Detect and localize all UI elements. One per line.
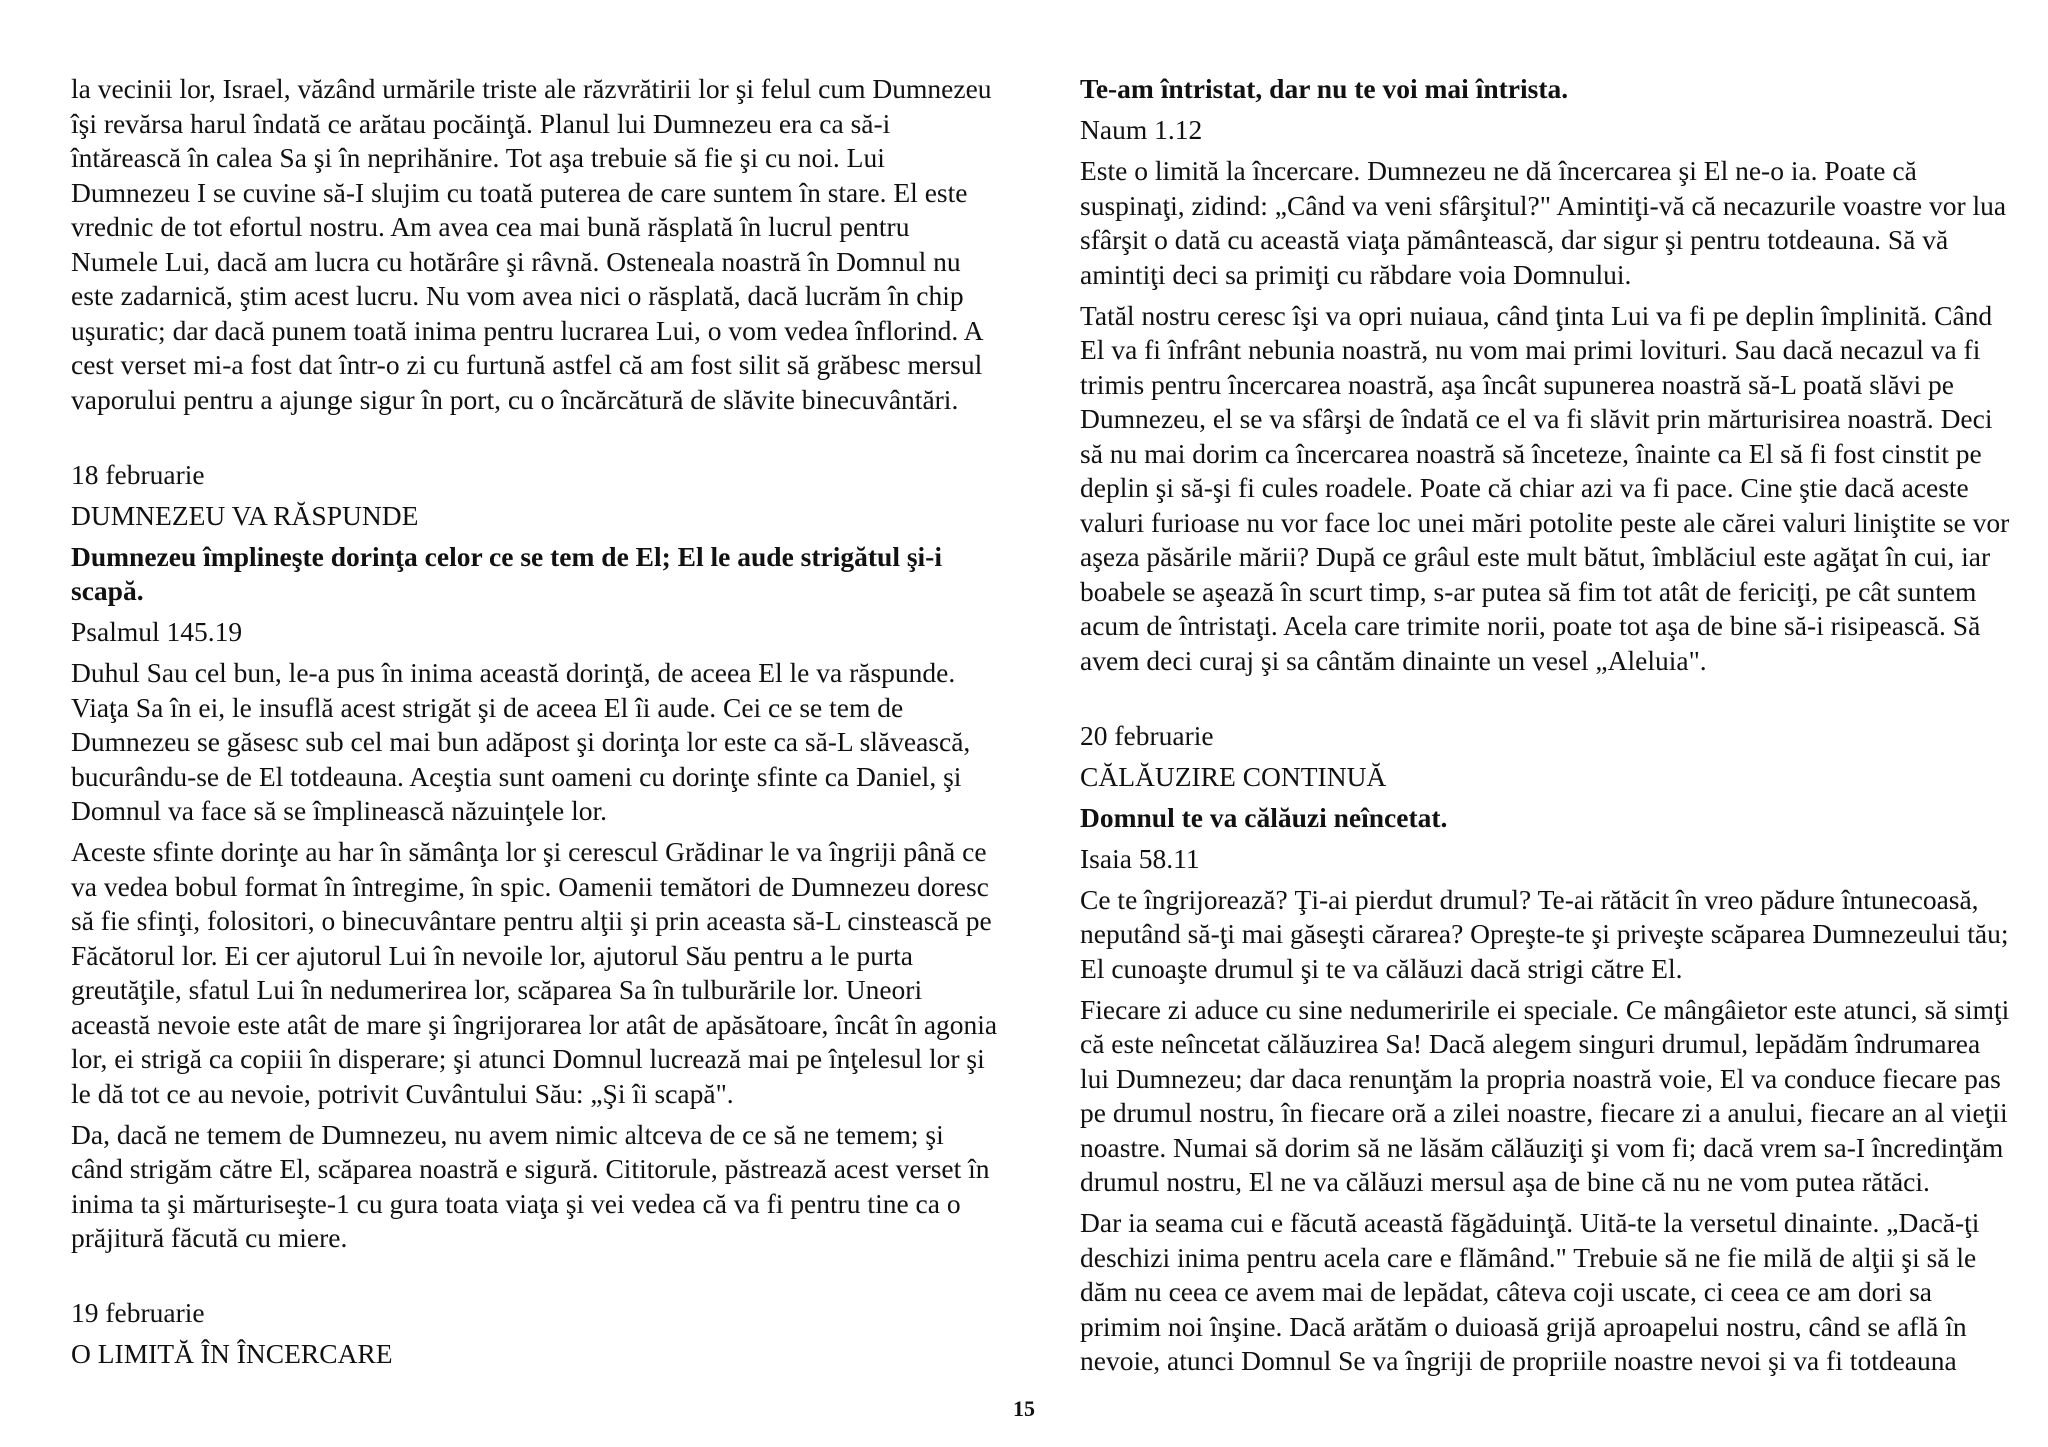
- entry-title: O LIMITĂ ÎN ÎNCERCARE: [71, 1338, 393, 1369]
- right-column: [1080, 72, 2010, 1385]
- entry-paragraph: Este o limită la încercare. Dumnezeu ne dă încercarea şi El ne-o ia. Poate că suspinaţi, zidind: „Când va veni sfârşitul?" Amintiţi-vă că necazurile voastre vor lua sfârşit o dată cu această viaţa pământească, dar sigur şi pentru totdeauna. Să vă amintiţi deci sa primiţi cu răbdare voia Domnului.: [1080, 155, 2007, 290]
- entry-reference: Naum 1.12: [1080, 114, 1203, 145]
- left-column: [71, 72, 1001, 1378]
- entry-paragraph: Da, dacă ne temem de Dumnezeu, nu avem nimic altceva de ce să ne temem; şi când strigăm către El, scăparea noastră e sigură. Cititorule, păstrează acest verset în inima ta şi mărturiseşte-1 cu gura toata viaţa şi vei vedea că va fi pentru tine ca o prăjitură făcută cu miere.: [71, 1118, 990, 1253]
- section-gap: [1080, 685, 2010, 719]
- entry-date: 18 februarie: [71, 458, 205, 490]
- section-gap: [71, 1262, 1001, 1296]
- entry-verse: Te-am întristat, dar nu te voi mai întrista.: [1080, 73, 1569, 104]
- section-gap: [71, 424, 1001, 458]
- entry-date: 20 februarie: [1080, 719, 1214, 751]
- entry-reference: Psalmul 145.19: [71, 616, 243, 647]
- entry-paragraph: Aceste sfinte dorinţe au har în sămânţa lor şi cerescul Grădinar le va îngriji până ce va vedea bobul format în întregime, în spic. Oamenii temători de Dumnezeu doresc să fie sfinţi, folositori, o binecuvântare pentru alţii şi prin aceasta să-L cinstească pe Făcătorul lor. Ei cer ajutorul Lui în nevoile lor, ajutorul Său pentru a le purta greutăţile, sfatul Lui în nedumerirea lor, scăparea Sa în tulburările lor. Uneori această nevoie este atât de mare şi îngrijorarea lor atât de apăsătoare, încât în agonia lor, ei strigă ca copiii în disperare; şi atunci Domnul lucrează mai pe înţelesul lor şi le dă tot ce au nevoie, potrivit Cuvântului Său: „Şi îi scapă".: [71, 836, 998, 1109]
- entry-reference: Isaia 58.11: [1080, 842, 1200, 874]
- entry-title: DUMNEZEU VA RĂSPUNDE: [71, 499, 419, 531]
- entry-paragraph: Dar ia seama cui e făcută această făgăduinţă. Uită-te la versetul dinainte. „Dacă-ţi deschizi inima pentru acela care e flămând." Trebuie să ne fie milă de alţii şi să le dăm nu ceea ce avem mai de lepădat, câteva coji uscate, ci ceea ce am dori sa primim noi înşine. Dacă arătăm o duioasă grijă aproapelui nostru, când se află în nevoie, atunci Domnul Se va îngriji de propriile noastre nevoi şi va fi totdeauna: [1080, 1207, 1980, 1376]
- entry-paragraph: Tatăl nostru ceresc îşi va opri nuiaua, când ţinta Lui va fi pe deplin împlinită. Când El va fi înfrânt nebunia noastră, nu vom mai primi lovituri. Sau dacă necazul va fi trimis pentru încercarea noastră, aşa încât supunerea noastră să-L poată slăvi pe Dumnezeu, el se va sfârşi de îndată ce el va fi slăvit prin mărturisirea noastră. Deci să nu mai dorim ca încercarea noastră să înceteze, înainte ca El să fi fost cinstit pe deplin şi să-şi fi cules roadele. Poate că chiar azi va fi pace. Cine ştie dacă aceste valuri furioase nu vor face loc unei mări potolite peste ale cărei valuri liniştite se vor aşeza păsările mării? După ce grâul este mult bătut, îmblăciul este agăţat în cui, iar boabele se aşează în scurt timp, s-ar putea să fim tot atât de fericiţi, pe cât suntem acum de întristaţi. Acela care trimite norii, poate tot aşa de bine să-i risipească. Să avem deci curaj şi sa cântăm dinainte un vesel „Aleluia".: [1080, 299, 2010, 676]
- entry-paragraph: Fiecare zi aduce cu sine nedumeririle ei speciale. Ce mângâietor este atunci, să simţi că este neîncetat călăuzirea Sa! Dacă alegem singuri drumul, lepădăm îndrumarea lui Dumnezeu; dar daca renunţăm la propria noastră voie, El va conduce fiecare pas pe drumul nostru, în fiecare oră a zilei noastre, fiecare zi a anului, fiecare an al vieţii noastre. Numai să dorim să ne lăsăm călăuziţi şi vom fi; dacă vrem sa-I încredinţăm drumul nostru, El ne va călăuzi mersul aşa de bine că nu ne vom putea rătăci.: [1080, 993, 2010, 1197]
- continuation-paragraph: la vecinii lor, Israel, văzând urmările triste ale răzvrătirii lor şi felul cum Dumnezeu îşi revărsa harul îndată ce arătau pocăinţă. Planul lui Dumnezeu era ca să-i întărească în calea Sa şi în neprihănire. Tot aşa trebuie să fie şi cu noi. Lui Dumnezeu I se cuvine să-I slujim cu toată puterea de care suntem în stare. El este vrednic de tot efortul nostru. Am avea cea mai bună răsplată în lucrul pentru Numele Lui, dacă am lucra cu hotărâre şi râvnă. Osteneala noastră în Domnul nu este zadarnică, ştim acest lucru. Nu vom avea nici o răsplată, dacă lucrăm în chip uşuratic; dar dacă punem toată inima pentru lucrarea Lui, o vom vedea înflorind. A cest verset mi-a fost dat într-o zi cu furtună astfel că am fost silit să grăbesc mersul vaporului pentru a ajunge sigur în port, cu o încărcătură de slăvite binecuvântări.: [71, 73, 992, 415]
- entry-paragraph: Ce te îngrijorează? Ţi-ai pierdut drumul? Te-ai rătăcit în vreo pădure întunecoasă, neputând să-ţi mai găseşti cărarea? Opreşte-te şi priveşte scăparea Dumnezeului tău; El cunoaşte drumul şi te va călăuzi dacă strigi către El.: [1080, 883, 2009, 984]
- entry-verse: Dumnezeu împlineşte dorinţa celor ce se tem de El; El le aude strigătul şi-i scapă.: [71, 540, 942, 606]
- entry-paragraph: Duhul Sau cel bun, le-a pus în inima această dorinţă, de aceea El le va răspunde. Viaţa Sa în ei, le insuflă acest strigăt şi de aceea El îi aude. Cei ce se tem de Dumnezeu se găsesc sub cel mai bun adăpost şi dorinţa lor este ca să-L slăvească, bucurându-se de El totdeauna. Aceştia sunt oameni cu dorinţe sfinte ca Daniel, şi Domnul va face să se împlinească năzuinţele lor.: [71, 657, 971, 826]
- page-number: 15: [1013, 1396, 1035, 1421]
- entry-title: CĂLĂUZIRE CONTINUĂ: [1080, 760, 1387, 792]
- entry-date: 19 februarie: [71, 1297, 205, 1328]
- entry-verse: Domnul te va călăuzi neîncetat.: [1080, 801, 1448, 833]
